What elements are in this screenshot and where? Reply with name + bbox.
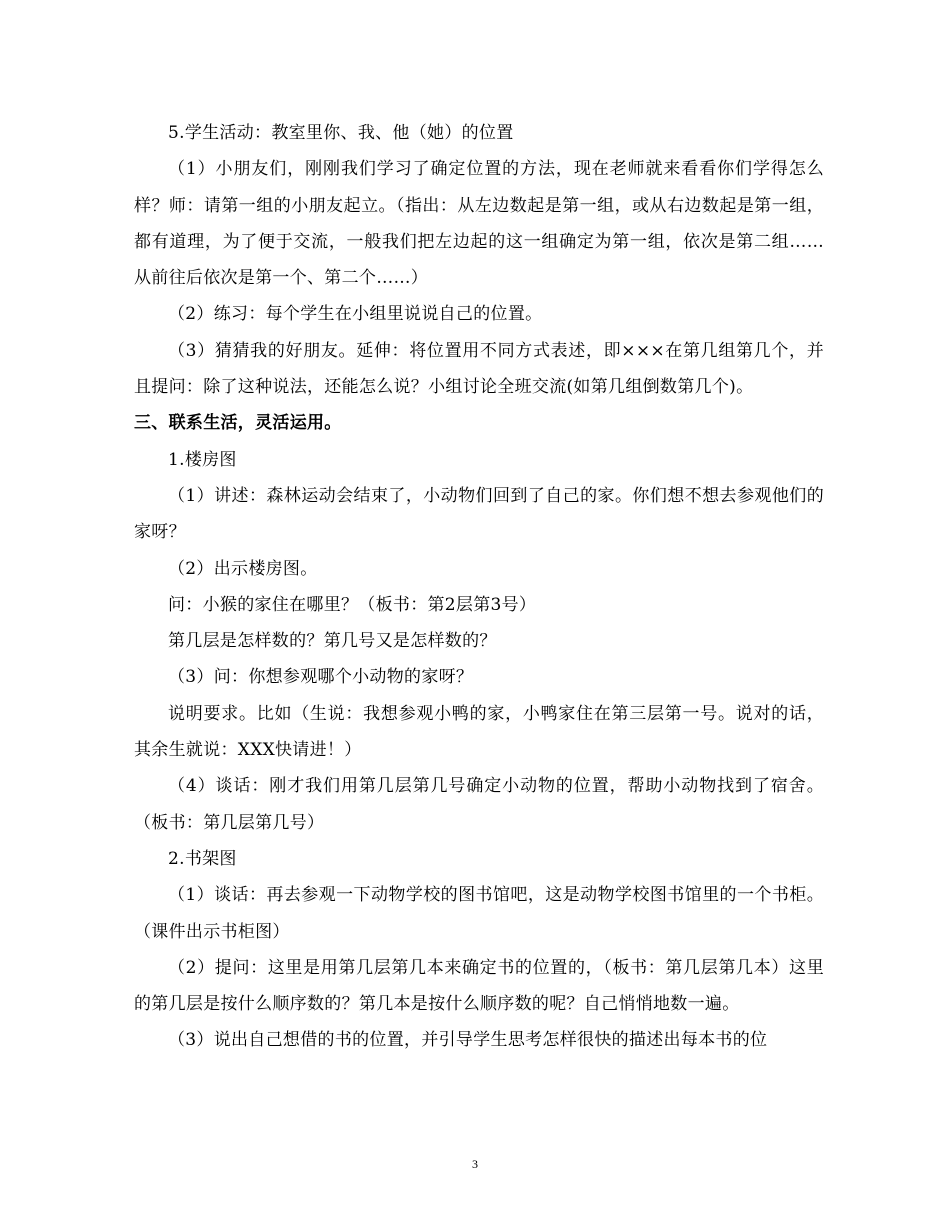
paragraph-bookshelf-2: （2）提问：这里是用第几层第几本来确定书的位置的，（板书：第几层第几本）这里的第几层是按什么顺序数的？第几本是按什么顺序数的呢？自己悄悄地数一遍。: [134, 957, 824, 1015]
subheading-bookshelf: 2.书架图: [168, 848, 237, 869]
paragraph-activity-2: （2）练习：每个学生在小组里说说自己的位置。: [168, 304, 543, 325]
paragraph-activity-3: （3）猜猜我的好朋友。延伸：将位置用不同方式表述，即×××在第几组第几个，并且提问：除了这种说法，还能怎么说？小组讨论全班交流(如第几组倒数第几个)。: [134, 340, 824, 398]
paragraph-activity-1: （1）小朋友们，刚刚我们学习了确定位置的方法，现在老师就来看看你们学得怎么样？师：请第一组的小朋友起立。（指出：从左边数起是第一组，或从右边数起是第一组，都有道理，为了便于交流，一般我们把左边起的这一组确定为第一组，依次是第二组……从前往后依次是第一个、第二个……）: [134, 159, 824, 289]
paragraph-building-3: （3）问：你想参观哪个小动物的家呀？: [168, 667, 474, 688]
paragraph-bookshelf-1: （1）谈话：再去参观一下动物学校的图书馆吧，这是动物学校图书馆里的一个书柜。（课件出示书柜图）: [134, 885, 824, 942]
paragraph-building-requirement: 说明要求。比如（生说：我想参观小鸭的家，小鸭家住在第三层第一号。说对的话，其余生就说：XXX快请进！）: [134, 703, 824, 761]
section-heading: 三、联系生活，灵活运用。: [134, 413, 342, 434]
paragraph-building-question: 问：小猴的家住在哪里？（板书：第2层第3号）: [168, 594, 537, 615]
paragraph-building-2: （2）出示楼房图。: [168, 558, 318, 579]
paragraph-building-count: 第几层是怎样数的？第几号又是怎样数的？: [168, 631, 497, 652]
paragraph-building-4: （4）谈话：刚才我们用第几层第几号确定小动物的位置，帮助小动物找到了宿舍。（板书：第几层第几号）: [134, 776, 824, 833]
subheading-building: 1.楼房图: [168, 449, 237, 470]
paragraph-building-1: （1）讲述：森林运动会结束了，小动物们回到了自己的家。你们想不想去参观他们的家呀？: [134, 485, 824, 543]
document-body: [134, 115, 824, 1059]
paragraph-bookshelf-3: （3）说出自己想借的书的位置，并引导学生思考怎样很快的描述出每本书的位: [168, 1030, 768, 1051]
page-number: 3: [472, 1157, 478, 1171]
paragraph-activity-title: 5.学生活动：教室里你、我、他（她）的位置: [168, 123, 514, 143]
